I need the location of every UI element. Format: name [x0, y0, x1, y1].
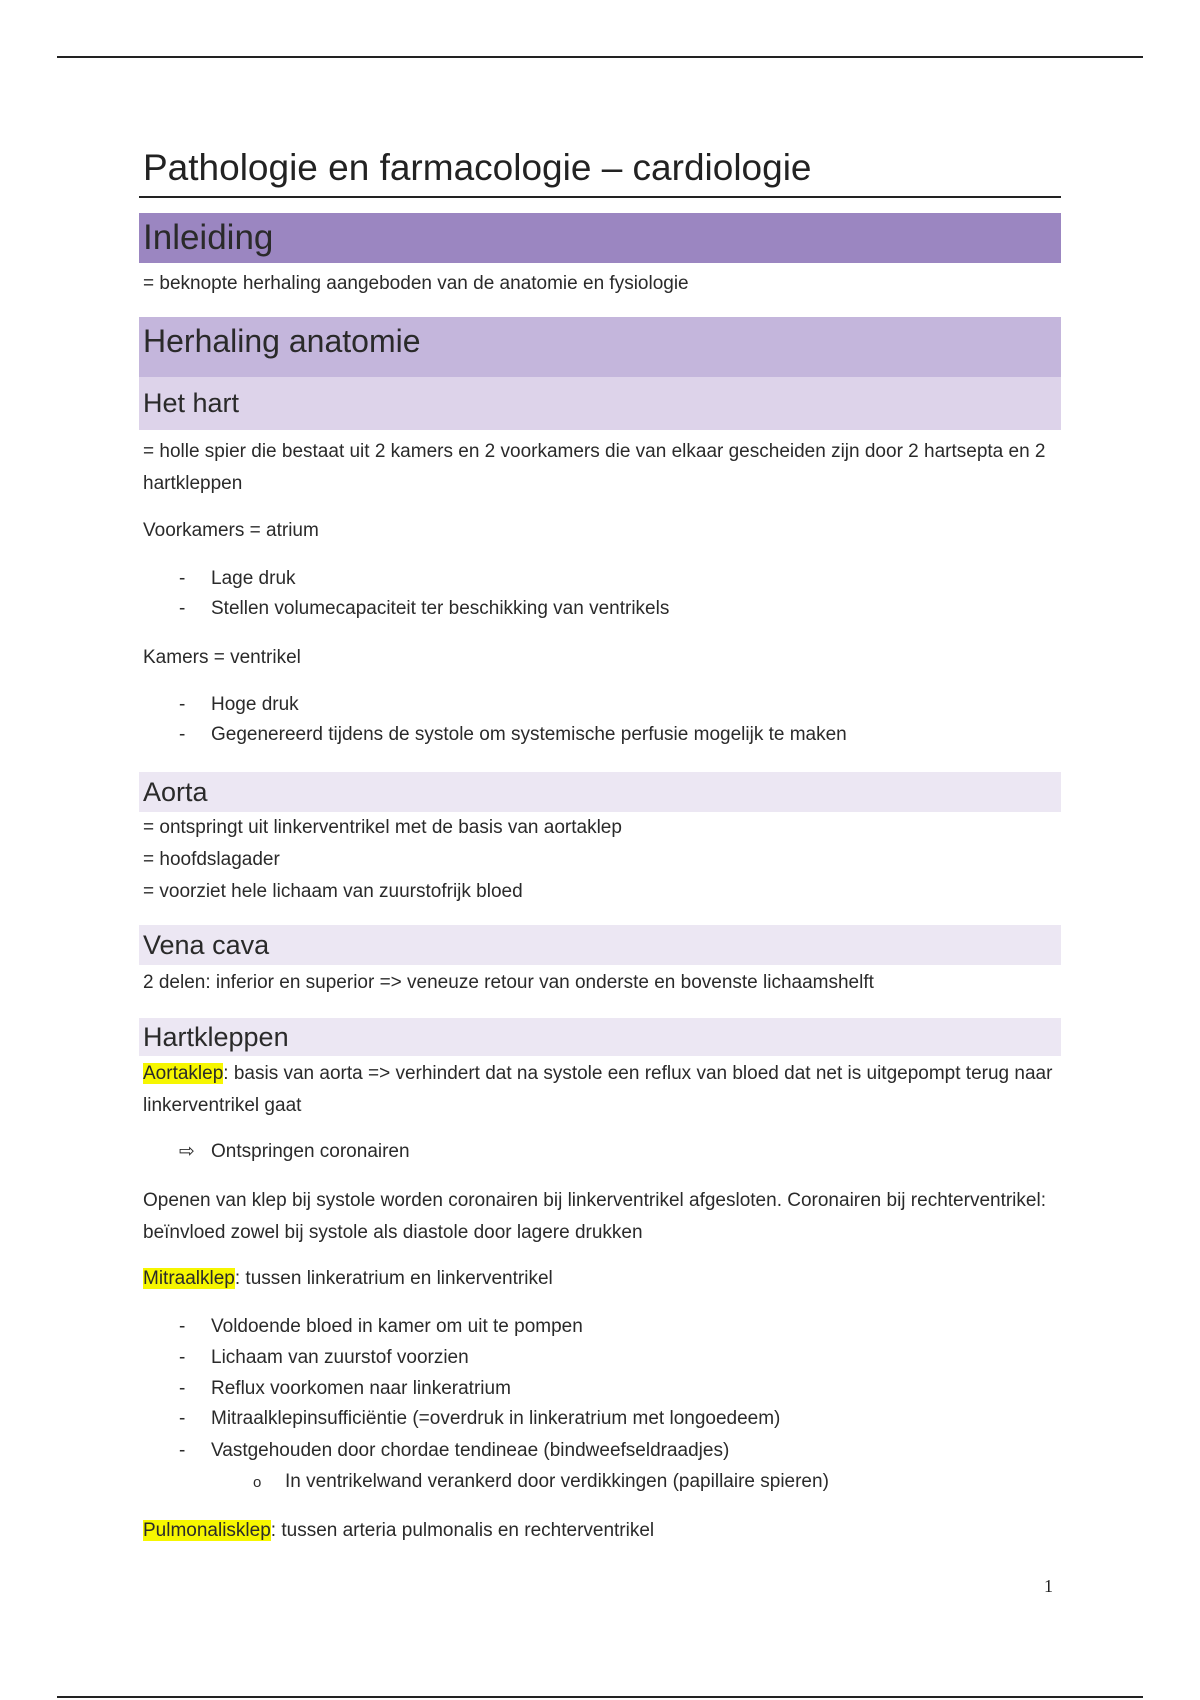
- dash-bullet: -: [179, 598, 186, 619]
- heading-inleiding: Inleiding: [139, 213, 1061, 263]
- highlighted-term: Mitraalklep: [143, 1268, 235, 1289]
- dash-bullet: -: [179, 568, 186, 589]
- dash-bullet: -: [179, 724, 186, 745]
- mitraalklep-text: Mitraalklep: tussen linkeratrium en linkerventrikel: [143, 1268, 553, 1289]
- aorta-line: = ontspringt uit linkerventrikel met de basis van aortaklep: [143, 817, 622, 838]
- list-item: - Hoge druk: [179, 690, 299, 720]
- list-item: - Mitraalklepinsufficiëntie (=overdruk in linkeratrium met longoedeem): [179, 1404, 780, 1434]
- aorta-line: = hoofdslagader: [143, 849, 280, 870]
- list-item: - Voldoende bloed in kamer om uit te pompen: [179, 1312, 583, 1342]
- list-item: - Gegenereerd tijdens de systole om systemische perfusie mogelijk te maken: [179, 720, 847, 750]
- dash-bullet: -: [179, 1440, 186, 1461]
- dash-bullet: -: [179, 1408, 186, 1429]
- page-top-rule: [57, 56, 1143, 58]
- pulmonalisklep-text: Pulmonalisklep: tussen arteria pulmonalis en rechterventrikel: [143, 1520, 655, 1541]
- document-title: Pathologie en farmacologie – cardiologie: [139, 146, 1061, 198]
- list-item: - Lage druk: [179, 564, 296, 594]
- dash-bullet: -: [179, 1347, 186, 1368]
- hart-description: = holle spier die bestaat uit 2 kamers en 2 voorkamers die van elkaar gescheiden zijn door 2 hartsepta en 2 hartkleppen: [143, 441, 1046, 494]
- aorta-line: = voorziet hele lichaam van zuurstofrijk bloed: [143, 881, 523, 902]
- list-item: - Reflux voorkomen naar linkeratrium: [179, 1374, 511, 1404]
- list-item: - Vastgehouden door chordae tendineae (bindweefseldraadjes): [179, 1436, 729, 1466]
- heading-herhaling-anatomie: Herhaling anatomie: [139, 317, 1061, 377]
- list-item: - Stellen volumecapaciteit ter beschikking van ventrikels: [179, 594, 669, 624]
- highlighted-term: Aortaklep: [143, 1063, 224, 1084]
- list-item: - Lichaam van zuurstof voorzien: [179, 1343, 469, 1373]
- coronairen-text: Openen van klep bij systole worden coronairen bij linkerventrikel afgesloten. Coronairen bij rechterventrikel: beïnvloed zowel bij systole als diastole door lagere drukken: [143, 1190, 1046, 1243]
- heading-hartkleppen: Hartkleppen: [139, 1018, 1061, 1056]
- page-bottom-rule: [57, 1696, 1143, 1698]
- arrow-right-icon: ⇨: [179, 1141, 195, 1162]
- dash-bullet: -: [179, 1316, 186, 1337]
- page-number: 1: [1044, 1576, 1053, 1596]
- voorkamers-label: Voorkamers = atrium: [143, 520, 319, 541]
- dash-bullet: -: [179, 1378, 186, 1399]
- aortaklep-text: Aortaklep: basis van aorta => verhindert dat na systole een reflux van bloed dat net is uitgepompt terug naar linkerventrikel gaat: [143, 1063, 1053, 1116]
- kamers-label: Kamers = ventrikel: [143, 647, 301, 668]
- vena-cava-text: 2 delen: inferior en superior => veneuze retour van onderste en bovenste lichaamshelft: [143, 972, 874, 993]
- arrow-item: ⇨ Ontspringen coronairen: [179, 1137, 410, 1167]
- dash-bullet: -: [179, 694, 186, 715]
- circle-bullet: o: [253, 1474, 262, 1491]
- inleiding-text: = beknopte herhaling aangeboden van de anatomie en fysiologie: [143, 273, 689, 294]
- highlighted-term: Pulmonalisklep: [143, 1520, 271, 1541]
- heading-het-hart: Het hart: [139, 377, 1061, 430]
- heading-vena-cava: Vena cava: [139, 925, 1061, 965]
- heading-aorta: Aorta: [139, 772, 1061, 812]
- sub-list-item: o In ventrikelwand verankerd door verdikkingen (papillaire spieren): [253, 1467, 829, 1498]
